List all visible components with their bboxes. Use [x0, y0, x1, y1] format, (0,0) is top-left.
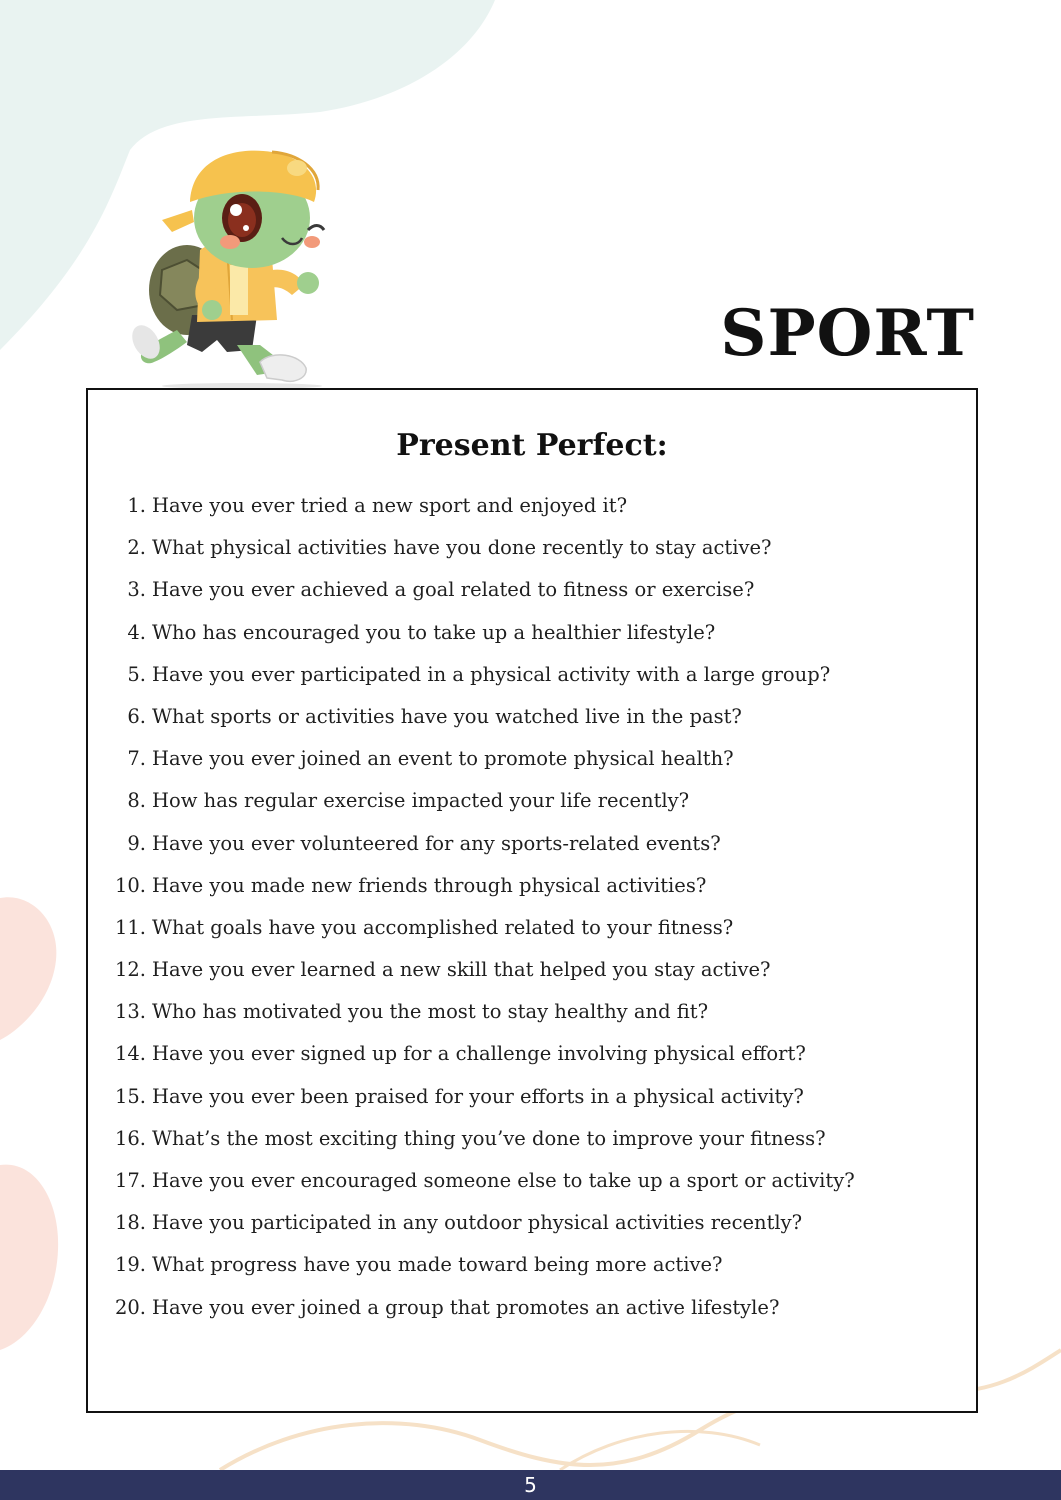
question-number: 15. — [114, 1084, 146, 1108]
question-number: 4. — [127, 620, 146, 644]
question-item — [108, 705, 855, 747]
question-text: Have you ever joined an event to promote physical health? — [152, 747, 734, 771]
question-text: Have you ever encouraged someone else to take up a sport or activity? — [152, 1169, 855, 1192]
turtle-runner-icon — [132, 140, 332, 390]
question-text: Who has motivated you the most to stay healthy and fit? — [152, 1000, 709, 1024]
question-number: 19. — [114, 1253, 146, 1277]
question-number: 17. — [114, 1169, 146, 1192]
question-text: Have you ever signed up for a challenge involving physical effort? — [152, 1042, 806, 1066]
question-item — [108, 621, 855, 663]
question-text: What goals have you accomplished related to your fitness? — [152, 915, 734, 939]
section-heading: Present Perfect: — [396, 428, 668, 463]
question-item — [108, 1169, 855, 1211]
question-item — [108, 958, 855, 1000]
page-title: SPORT — [720, 296, 975, 371]
question-text: Have you made new friends through physical activities? — [152, 873, 707, 897]
question-number: 16. — [114, 1126, 146, 1150]
question-item — [108, 1211, 855, 1253]
question-text: Who has encouraged you to take up a healthier lifestyle? — [152, 620, 716, 644]
question-text: Have you ever learned a new skill that helped you stay active? — [152, 958, 771, 982]
question-number: 8. — [127, 789, 146, 813]
question-item — [108, 663, 855, 705]
question-text: Have you ever participated in a physical activity with a large group? — [152, 662, 831, 686]
question-item — [108, 874, 855, 916]
question-number: 5. — [127, 662, 146, 686]
question-list — [108, 494, 855, 1338]
question-item — [108, 1000, 855, 1042]
question-text: Have you ever achieved a goal related to fitness or exercise? — [152, 578, 755, 602]
question-item — [108, 789, 855, 831]
question-number: 18. — [114, 1211, 146, 1235]
question-text: Have you ever volunteered for any sports-related events? — [152, 831, 721, 855]
question-text: Have you ever tried a new sport and enjoyed it? — [152, 494, 628, 517]
question-number: 7. — [127, 747, 146, 771]
question-item — [108, 536, 855, 578]
question-number: 3. — [127, 578, 146, 602]
question-number: 14. — [114, 1042, 146, 1066]
questions-panel — [86, 388, 978, 1413]
question-number: 1. — [127, 494, 146, 517]
question-text: Have you ever been praised for your efforts in a physical activity? — [152, 1084, 804, 1108]
question-text: How has regular exercise impacted your life recently? — [152, 789, 690, 813]
question-number: 2. — [127, 536, 146, 560]
question-item — [108, 1127, 855, 1169]
question-item — [108, 1253, 855, 1295]
question-item — [108, 578, 855, 620]
question-number: 9. — [127, 831, 146, 855]
question-item — [108, 747, 855, 789]
question-item — [108, 1042, 855, 1084]
question-text: What sports or activities have you watched live in the past? — [152, 704, 742, 728]
question-text: What physical activities have you done recently to stay active? — [152, 536, 772, 560]
question-number: 6. — [127, 704, 146, 728]
question-item — [108, 832, 855, 874]
question-item — [108, 494, 855, 536]
question-number: 12. — [114, 958, 146, 982]
question-number: 11. — [114, 915, 146, 939]
question-text: Have you ever joined a group that promotes an active lifestyle? — [152, 1295, 780, 1319]
question-text: What’s the most exciting thing you’ve done to improve your fitness? — [152, 1126, 826, 1150]
question-item — [108, 1296, 855, 1338]
page-number: 5 — [524, 1473, 537, 1497]
question-item — [108, 1085, 855, 1127]
question-number: 13. — [114, 1000, 146, 1024]
question-number: 20. — [114, 1295, 146, 1319]
question-text: Have you participated in any outdoor physical activities recently? — [152, 1211, 803, 1235]
footer-bar — [0, 1470, 1061, 1500]
question-item — [108, 916, 855, 958]
question-number: 10. — [114, 873, 146, 897]
question-text: What progress have you made toward being more active? — [152, 1253, 723, 1277]
